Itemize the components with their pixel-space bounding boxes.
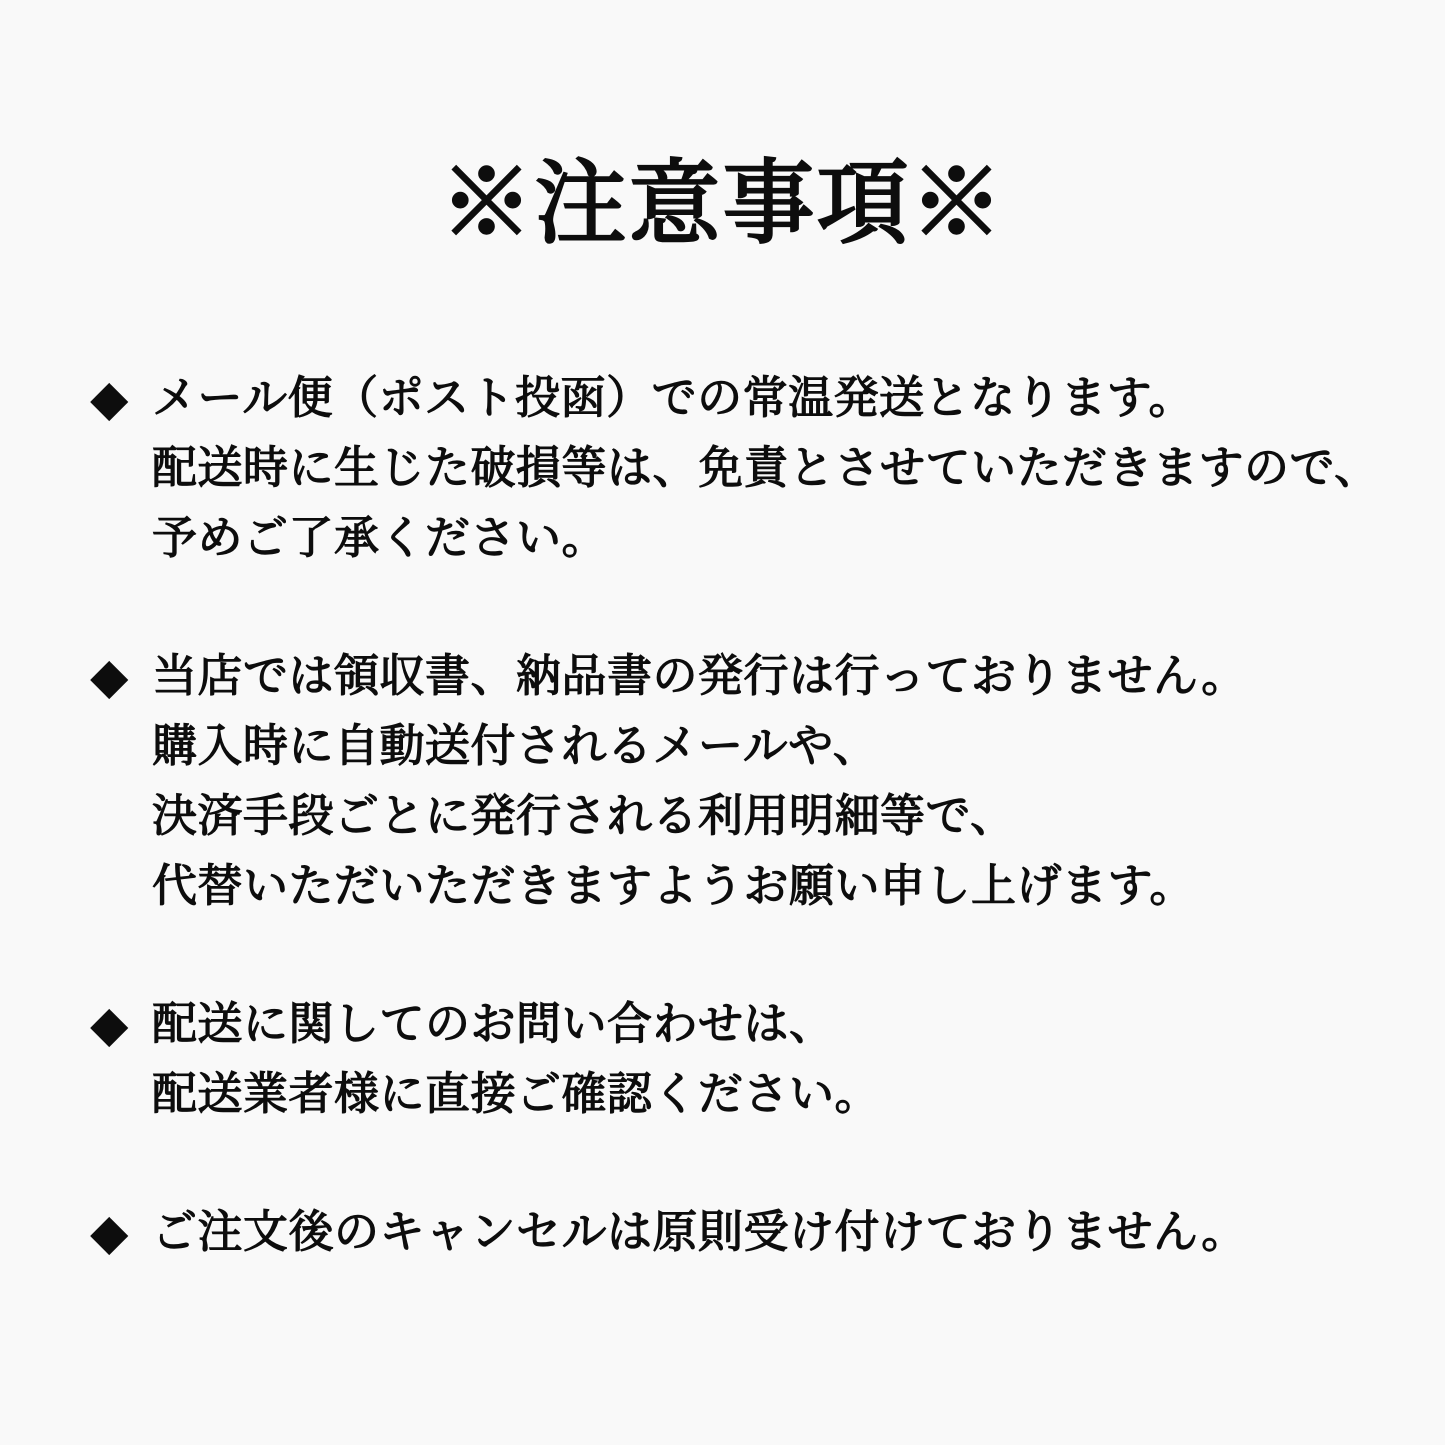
notice-item-delivery-inquiry [90, 989, 1405, 1129]
notice-text [152, 641, 1405, 921]
notice-item-shipping [90, 363, 1405, 573]
notice-line: 配送業者様に直接ご確認ください。 [152, 1069, 881, 1119]
notice-list [0, 363, 1445, 1267]
notice-line: ご注文後のキャンセルは原則受け付けておりません。 [152, 1207, 1247, 1257]
notice-text [152, 989, 1405, 1129]
notice-line: 配送に関してのお問い合わせは、 [152, 999, 835, 1049]
notice-line: 購入時に自動送付されるメールや、 [152, 721, 879, 771]
notice-line: 配送時に生じた破損等は、免責とさせていただきますので、 [152, 443, 1380, 493]
page-title: ※注意事項※ [440, 153, 1005, 255]
notice-line: 代替いただいただきますようお願い申し上げます。 [152, 861, 1195, 911]
diamond-bullet-icon: ◆ [90, 647, 129, 705]
notice-text [152, 1197, 1405, 1267]
diamond-bullet-icon: ◆ [90, 995, 129, 1053]
notice-text [152, 363, 1405, 573]
notice-item-cancellation [90, 1197, 1405, 1267]
notice-line: メール便（ポスト投函）での常温発送となります。 [152, 373, 1195, 423]
diamond-bullet-icon: ◆ [90, 369, 129, 427]
notice-item-receipt [90, 641, 1405, 921]
notice-line: 当店では領収書、納品書の発行は行っておりません。 [152, 651, 1247, 701]
notice-line: 決済手段ごとに発行される利用明細等で、 [152, 791, 1016, 841]
notice-line: 予めご了承ください。 [152, 513, 608, 563]
diamond-bullet-icon: ◆ [90, 1203, 129, 1261]
